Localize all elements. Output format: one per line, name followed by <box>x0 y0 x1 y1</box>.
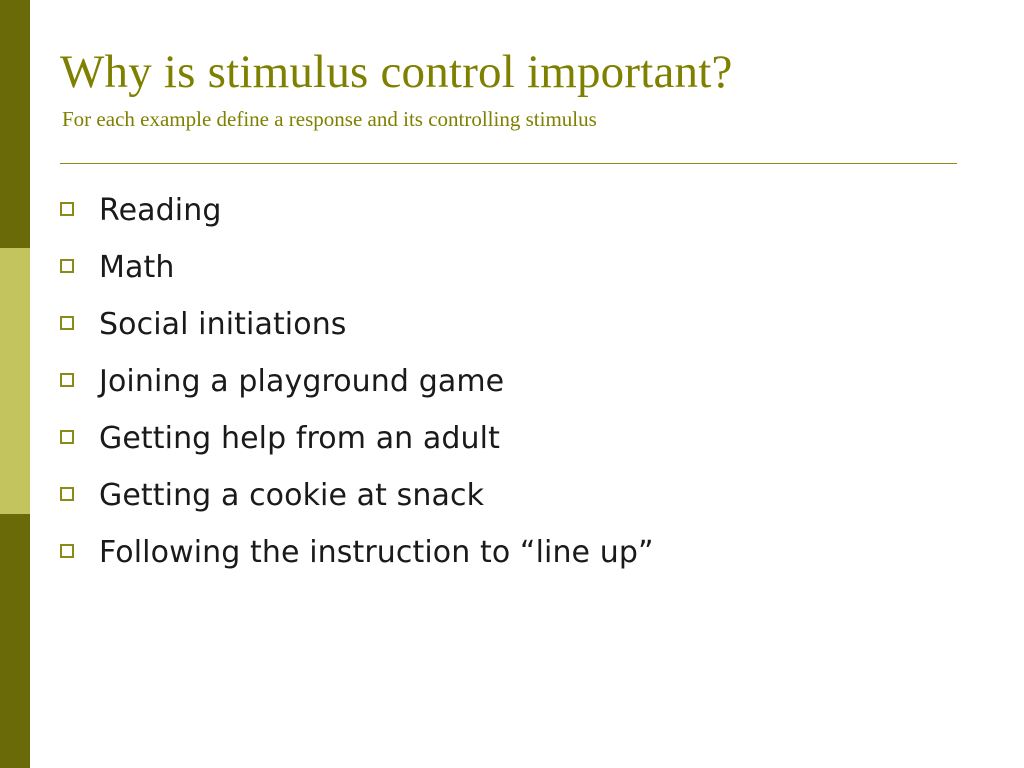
bar-segment-top <box>0 0 30 248</box>
bullet-list <box>60 185 960 584</box>
list-item-label: Getting help from an adult <box>99 421 500 456</box>
square-bullet-icon <box>60 373 74 387</box>
list-item <box>60 299 960 356</box>
slide-title: Why is stimulus control important? <box>60 46 733 98</box>
square-bullet-icon <box>60 259 74 273</box>
list-item <box>60 242 960 299</box>
list-item-label: Getting a cookie at snack <box>99 478 485 513</box>
title-block <box>60 48 960 132</box>
list-item-label: Joining a playground game <box>99 364 505 399</box>
square-bullet-icon <box>60 316 74 330</box>
list-item-label: Following the instruction to “line up” <box>99 535 654 570</box>
left-decorative-bar <box>0 0 30 768</box>
list-item <box>60 470 960 527</box>
title-divider <box>60 163 957 164</box>
list-item <box>60 527 960 584</box>
square-bullet-icon <box>60 487 74 501</box>
bar-segment-middle <box>0 248 30 514</box>
list-item-label: Social initiations <box>99 307 347 342</box>
list-item <box>60 185 960 242</box>
list-item <box>60 413 960 470</box>
list-item-label: Reading <box>99 193 222 228</box>
list-item <box>60 356 960 413</box>
slide-subtitle: For each example define a response and its controlling stimulus <box>62 106 597 131</box>
square-bullet-icon <box>60 202 74 216</box>
square-bullet-icon <box>60 430 74 444</box>
square-bullet-icon <box>60 544 74 558</box>
list-item-label: Math <box>99 250 175 285</box>
bar-segment-bottom <box>0 514 30 768</box>
